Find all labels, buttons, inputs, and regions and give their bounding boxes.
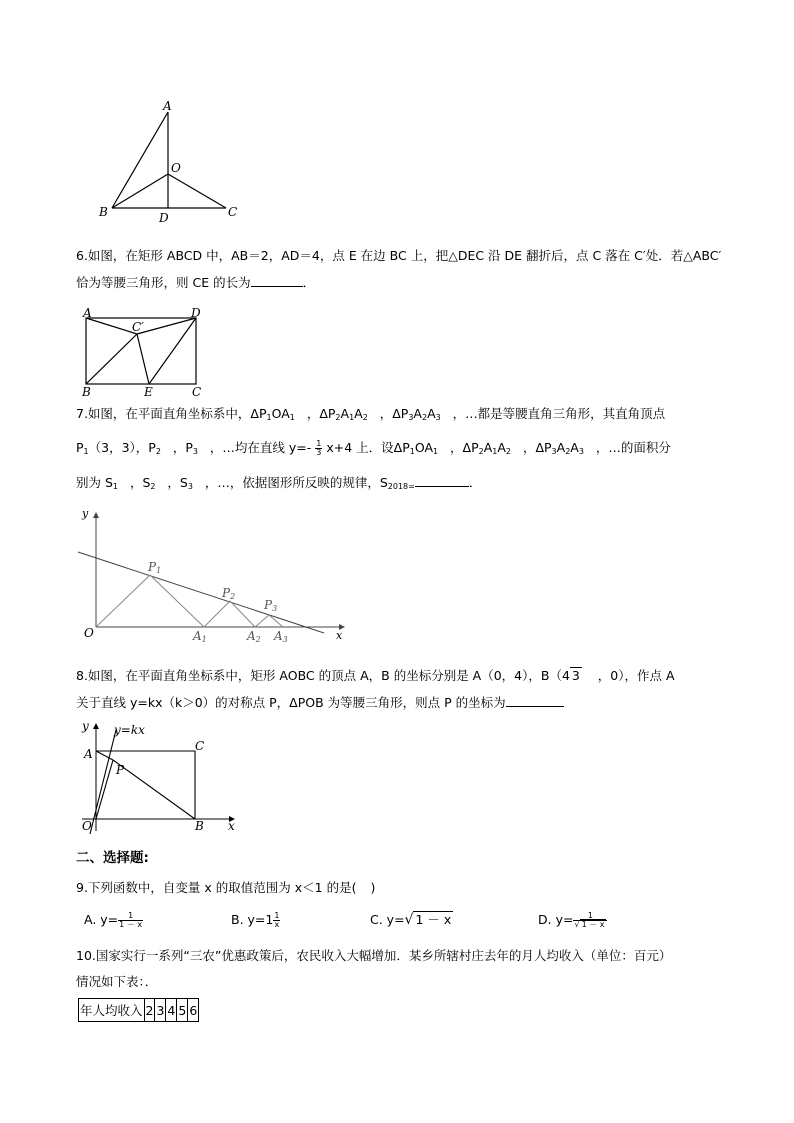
q5-label-O: O xyxy=(171,161,181,175)
q7-text: A xyxy=(483,440,493,455)
q7-line2 xyxy=(76,440,671,457)
q8-coordinate-figure xyxy=(76,716,246,836)
q7-line xyxy=(78,552,324,633)
q9-option-b[interactable] xyxy=(231,912,280,929)
q9-option-c-radicand: 1 － x xyxy=(415,912,452,927)
q7-sub: 2 xyxy=(335,413,341,422)
q9-option-a-label: A. y= xyxy=(84,912,119,927)
q7-text: 别为 S xyxy=(76,475,113,490)
q7-sub: 2 xyxy=(155,447,161,456)
q8-text: ，0），作点 A xyxy=(597,668,675,683)
q6-label-C: C xyxy=(192,385,202,399)
q7-text: ，S xyxy=(129,475,151,490)
q9-option-b-label: B. y=1 xyxy=(231,912,274,927)
q7-answer-blank[interactable] xyxy=(415,474,469,487)
q8-axes xyxy=(82,724,234,831)
q7-sub: 2 xyxy=(421,413,428,422)
q7-sub: 2 xyxy=(565,447,571,456)
q6-label-C-prime: C′ xyxy=(132,320,144,334)
q7-sub: 1 xyxy=(112,482,119,491)
q7-text: OA xyxy=(271,406,290,421)
q7-text: ，ΔP xyxy=(522,440,552,455)
q7-text: （3，3），P xyxy=(88,440,156,455)
q8-label-C: C xyxy=(195,739,205,753)
q7-text: A xyxy=(427,406,436,421)
q7-text: A xyxy=(354,406,363,421)
q7-sub: 3 xyxy=(187,482,193,491)
q6-line1: 6.如图，在矩形 ABCD 中，AB＝2，AD＝4，点 E 在边 BC 上，把△DEC 沿 DE 翻折后，点 C 落在 C′处．若△ABC′ xyxy=(76,248,722,263)
q7-text: OA xyxy=(414,440,433,455)
q7-text: ，…，依据图形所反映的规律，S xyxy=(204,475,388,490)
table-header-cell: 年人均收入 xyxy=(79,999,145,1022)
q7-sub: 2 xyxy=(478,447,484,456)
q7-label-A3: A3 xyxy=(274,629,288,644)
q5-label-D: D xyxy=(159,211,169,225)
q9-option-a-fraction xyxy=(118,912,143,929)
q6-line2 xyxy=(76,274,315,291)
section-title: 二、选择题: xyxy=(76,850,149,866)
q7-sub: 3 xyxy=(551,447,557,456)
q7-label-P2: P2 xyxy=(222,586,236,601)
q8-line2 xyxy=(76,694,564,711)
q7-text: A xyxy=(570,440,579,455)
q7-frac-num: 1 xyxy=(316,439,322,448)
q7-sub: 1 xyxy=(409,447,415,456)
q9-stem-text: 9.下列函数中，自变量 x 的取值范围为 x＜1 的是( xyxy=(76,880,357,895)
q5-label-B: B xyxy=(99,205,108,219)
q7-label-P1: P1 xyxy=(148,560,162,575)
q9-option-d-num: 1 xyxy=(573,912,607,921)
q7-text: ． xyxy=(468,475,482,490)
q7-text: ，S xyxy=(167,475,188,490)
q6-label-D: D xyxy=(191,306,201,320)
q9-option-b-fraction xyxy=(273,912,280,929)
q7-label-O: O xyxy=(84,626,94,640)
q7-line1 xyxy=(76,406,665,422)
q7-fraction xyxy=(315,440,322,457)
q9-option-d-den: √ 1 － x xyxy=(574,920,605,929)
q7-text: A xyxy=(556,440,566,455)
q7-text: x+4 上．设ΔP xyxy=(326,440,410,455)
q8-label-B: B xyxy=(195,819,204,833)
q9-option-b-den: x xyxy=(274,920,280,929)
q7-sub: 3 xyxy=(578,447,584,456)
q7-line3 xyxy=(76,474,481,491)
q7-text: A xyxy=(340,406,350,421)
q6-label-E: E xyxy=(144,385,153,399)
q7-text: ，ΔP xyxy=(306,406,336,421)
table-cell: 4 xyxy=(166,999,177,1022)
q7-sub: 1 xyxy=(433,447,439,456)
table-cell: 6 xyxy=(188,999,199,1022)
q8-text: 8.如图，在平面直角坐标系中，矩形 AOBC 的顶点 A，B 的坐标分别是 A（0，4），B（4 xyxy=(76,668,570,683)
q7-text: A xyxy=(413,406,422,421)
table-cell: 3 xyxy=(155,999,166,1022)
q6-answer-blank[interactable] xyxy=(251,274,303,287)
q7-sub: 1 xyxy=(349,413,355,422)
q6-label-B: B xyxy=(82,385,91,399)
q8-label-ykx: y=kx xyxy=(114,723,145,737)
table-row xyxy=(79,999,199,1022)
q7-label-x: x xyxy=(336,629,343,642)
q7-label-y: y xyxy=(82,507,89,520)
q9-option-b-num: 1 xyxy=(274,911,280,920)
q9-option-a[interactable] xyxy=(84,912,143,929)
q8-label-x: x xyxy=(228,819,235,833)
q5-figure-lines xyxy=(112,112,226,208)
q8-label-P: P xyxy=(116,763,125,777)
q7-text: A xyxy=(497,440,506,455)
q7-sub: 1 xyxy=(289,413,295,422)
q9-option-a-den: 1 － x xyxy=(119,920,143,929)
q7-text: ，ΔP xyxy=(450,440,479,455)
q6-line2-text: 恰为等腰三角形，则 CE 的长为 xyxy=(76,275,251,290)
q8-answer-blank[interactable] xyxy=(506,694,564,707)
q7-label-A2: A2 xyxy=(247,629,261,644)
q8-text: 关于直线 y=kx（k＞0）的对称点 P，ΔPOB 为等腰三角形，则点 P 的坐标为 xyxy=(76,695,506,710)
q9-option-c-label: C. y= xyxy=(370,912,405,927)
q7-triangles xyxy=(96,575,283,627)
q7-sub: 1 xyxy=(492,447,498,456)
q7-label-P3: P3 xyxy=(264,598,278,613)
q8-sqrt xyxy=(570,667,582,683)
q7-sub: 1 xyxy=(266,413,272,422)
q7-sub: 2 xyxy=(362,413,368,422)
q8-sqrt-value: 3 xyxy=(571,668,580,683)
q7-text: ，…均在直线 y=- xyxy=(209,440,312,455)
q6-label-A: A xyxy=(83,306,92,320)
q5-triangle-figure xyxy=(95,98,255,228)
q7-sub: 2 xyxy=(150,482,156,491)
q5-label-A: A xyxy=(163,99,172,113)
q8-line1 xyxy=(76,668,675,684)
q10-line2: 情况如下表：． xyxy=(76,974,158,989)
q8-label-A: A xyxy=(84,747,93,761)
q9-option-d[interactable] xyxy=(538,912,607,929)
q8-label-y: y xyxy=(82,719,89,733)
q9-option-a-num: 1 xyxy=(118,912,143,921)
q9-stem xyxy=(76,880,375,896)
q10-line1: 10.国家实行一系列“三农”优惠政策后，农民收入大幅增加．某乡所辖村庄去年的月人均收入（单位：百元） xyxy=(76,948,672,963)
q10-income-table xyxy=(78,998,199,1022)
q7-sub: 3 xyxy=(408,413,414,422)
q7-sub: 2 xyxy=(505,447,512,456)
q7-coordinate-figure xyxy=(72,505,352,647)
q6-rectangle-figure xyxy=(78,306,210,400)
table-cell: 5 xyxy=(177,999,188,1022)
q8-figure-lines xyxy=(90,730,195,834)
q7-text: 7.如图，在平面直角坐标系中，ΔP xyxy=(76,406,267,421)
q7-sub: 3 xyxy=(192,447,198,456)
q7-text: ，…的面积分 xyxy=(595,440,671,455)
q9-stem-end: ) xyxy=(370,880,376,895)
q7-text: P xyxy=(76,440,84,455)
q8-label-O: O xyxy=(82,819,92,833)
q7-sub: 2018= xyxy=(387,482,415,491)
q7-sub: 1 xyxy=(83,447,89,456)
q9-option-d-radicand: 1 － x xyxy=(581,920,605,929)
q7-text: ，…都是等腰直角三角形，其直角顶点 xyxy=(452,406,666,421)
q9-option-d-fraction xyxy=(573,912,607,929)
q7-label-A1: A1 xyxy=(193,629,207,644)
q9-option-c[interactable]: C. y=√ 1 － x xyxy=(370,912,452,928)
q7-text: ，P xyxy=(172,440,193,455)
q7-frac-den: 3 xyxy=(316,448,322,457)
table-cell: 2 xyxy=(144,999,155,1022)
q6-line2-end: ． xyxy=(302,275,316,290)
q5-label-C: C xyxy=(228,205,238,219)
q9-option-d-label: D. y= xyxy=(538,912,574,927)
q7-sub: 3 xyxy=(435,413,441,422)
q7-text: ，ΔP xyxy=(379,406,409,421)
